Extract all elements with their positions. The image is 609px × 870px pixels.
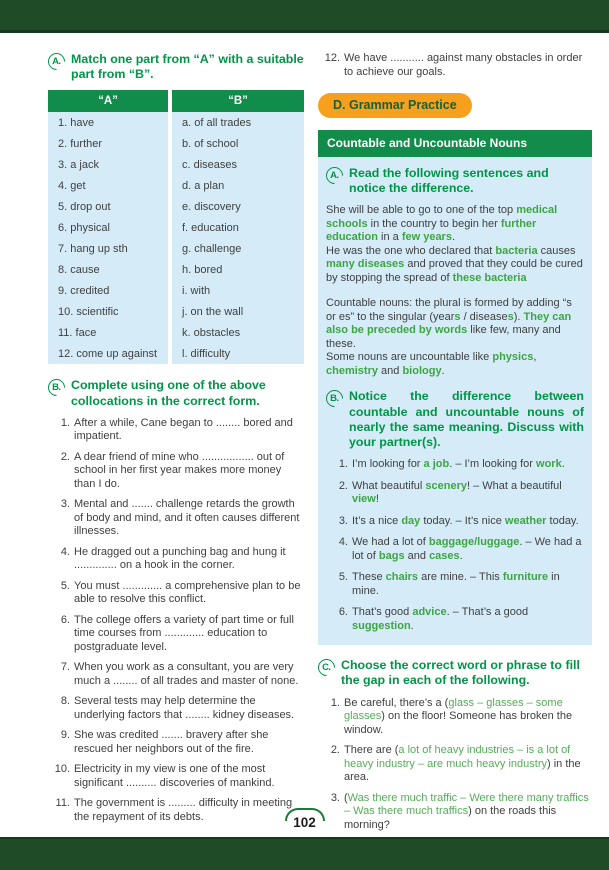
item-text: When you work as a consultant, you are very much a ........ of all trades and master of none. <box>74 661 299 687</box>
table-cell-a: 11. face <box>48 322 168 343</box>
item-number: 5. <box>338 571 348 584</box>
exercise-item <box>48 498 304 539</box>
section-letter-a-badge <box>44 49 68 73</box>
item-text: She was credited ....... bravery after she rescued her neighbors out of the fire. <box>74 729 269 755</box>
exercise-item <box>48 580 304 607</box>
exercise-item <box>48 661 304 688</box>
item-text: Several tests may help determine the underlying factors that ........ kidney diseases. <box>74 695 295 721</box>
table-header-a: “A” <box>48 90 168 112</box>
exercise-item <box>326 606 584 633</box>
item-text: The government is ......... difficulty in meeting the repayment of its debts. <box>74 797 293 823</box>
item-text: These chairs are mine. – This furniture in mine. <box>352 571 560 597</box>
item-number: 6. <box>338 606 348 619</box>
grammar-practice-badge-row <box>318 93 592 118</box>
table-cell-b: a. of all trades <box>172 112 304 133</box>
grammar-panel <box>318 157 592 645</box>
table-cell-b: k. obstacles <box>172 322 304 343</box>
right-column <box>318 52 592 839</box>
item-number: 6. <box>60 613 70 626</box>
item-number: 4. <box>338 536 348 549</box>
table-cell-a: 6. physical <box>48 217 168 238</box>
table-cell-b: i. with <box>172 280 304 301</box>
item-text: Mental and ....... challenge retards the growth of body and mind, and it often causes different illnesses. <box>74 498 300 538</box>
item-number: 2. <box>60 450 70 463</box>
section-letter-b-badge <box>44 376 68 400</box>
table-cell-b: d. a plan <box>172 175 304 196</box>
exercise-item <box>318 744 592 785</box>
section-b-title: Complete using one of the above collocations in the correct form. <box>71 378 266 408</box>
table-cell-b: j. on the wall <box>172 301 304 322</box>
grammar-letter-b: B. <box>330 393 339 405</box>
page-content <box>48 52 592 839</box>
table-cell-a: 10. scientific <box>48 301 168 322</box>
item-number: 3. <box>338 514 348 527</box>
table-cell-b: h. bored <box>172 259 304 280</box>
table-cell-a: 7. hang up sth <box>48 238 168 259</box>
exercise-item <box>48 451 304 492</box>
item-number: 9. <box>60 729 70 742</box>
section-letter-a: A. <box>52 56 61 67</box>
item-text: What beautiful scenery! – What a beautiful view! <box>352 479 562 506</box>
match-table <box>48 90 304 364</box>
grammar-section-b-heading <box>326 389 584 450</box>
grammar-paragraph: Some nouns are uncountable like physics, chemistry and biology. <box>326 351 537 377</box>
table-cell-b: e. discovery <box>172 196 304 217</box>
grammar-section-b-title: Notice the difference between countable and uncountable nouns of nearly the same meaning. Discuss with your partner(s). <box>349 389 584 450</box>
section-c-heading <box>318 658 592 688</box>
item-number: 8. <box>60 695 70 708</box>
table-cell-a: 9. credited <box>48 280 168 301</box>
section-c-title: Choose the correct word or phrase to fill the gap in each of the following. <box>341 658 580 688</box>
grammar-paragraph: She will be able to go to one of the top medical schools in the country to begin her further education in a few years. <box>326 204 558 244</box>
exercise-item <box>48 546 304 573</box>
table-cell-a: 3. a jack <box>48 154 168 175</box>
item-text: You must ............. a comprehensive plan to be able to resolve this conflict. <box>74 579 301 606</box>
item-number: 1. <box>338 458 348 471</box>
bottom-border-bar <box>0 837 609 870</box>
exercise-item-12 <box>318 52 592 79</box>
grammar-section-a-title: Read the following sentences and notice the difference. <box>349 166 549 196</box>
item-text: After a while, Cane began to ........ bored and impatient. <box>74 416 293 443</box>
top-border-bar <box>0 0 609 33</box>
table-cell-a: 8. cause <box>48 259 168 280</box>
grammar-letter-a: A. <box>330 170 339 181</box>
item-number: 11. <box>55 797 70 810</box>
section-letter-b: B. <box>52 382 61 394</box>
table-cell-a: 12. come up against <box>48 343 168 364</box>
table-cell-a: 5. drop out <box>48 196 168 217</box>
item-text: Be careful, there’s a (glass – glasses – some glasses) on the floor! Someone has broken the window. <box>344 696 573 736</box>
table-cell-a: 2. further <box>48 133 168 154</box>
exercise-item <box>48 417 304 444</box>
grammar-letter-b-badge <box>322 387 346 411</box>
section-letter-c-badge <box>314 656 338 680</box>
page-number-value: 102 <box>293 815 316 830</box>
exercise-item <box>48 763 304 790</box>
section-b-heading <box>48 378 304 408</box>
exercise-item <box>318 697 592 738</box>
item-number: 2. <box>330 744 340 757</box>
table-cell-a: 4. get <box>48 175 168 196</box>
exercise-item <box>326 480 584 507</box>
table-cell-b: c. diseases <box>172 154 304 175</box>
countable-nouns-heading: Countable and Uncountable Nouns <box>318 130 592 157</box>
item-number: 4. <box>60 545 70 558</box>
grammar-paragraph: He was the one who declared that bacteria causes many diseases and proved that they could be cured by stopping the spread of these bacteria <box>326 244 583 284</box>
item-text: I’m looking for a job. – I’m looking for work. <box>352 458 565 471</box>
grammar-letter-a-badge <box>322 163 346 187</box>
item-number: 3. <box>330 791 340 804</box>
exercise-item <box>48 695 304 722</box>
page-number <box>0 808 609 832</box>
item-number: 12. <box>324 52 340 64</box>
table-cell-a: 1. have <box>48 112 168 133</box>
item-text: We had a lot of baggage/luggage. – We had a lot of bags and cases. <box>352 536 582 562</box>
grammar-section-b-items <box>326 458 584 633</box>
table-header-b: “B” <box>172 90 304 112</box>
item-number: 1. <box>60 416 70 429</box>
item-text: We have ........... against many obstacles in order to achieve our goals. <box>344 52 583 78</box>
item-text: He dragged out a punching bag and hung it .............. on a hook in the corner. <box>74 545 286 572</box>
table-cell-b: f. education <box>172 217 304 238</box>
exercise-item <box>326 571 584 598</box>
item-text: A dear friend of mine who ................. out of school in her first year makes more money than I do. <box>74 450 285 490</box>
item-number: 1. <box>330 696 340 709</box>
section-b-items <box>48 417 304 825</box>
exercise-item <box>326 458 584 472</box>
table-cell-b: b. of school <box>172 133 304 154</box>
section-letter-c: C. <box>322 662 331 674</box>
left-column <box>48 52 304 839</box>
item-text: It’s a nice day today. – It’s nice weather today. <box>352 514 579 527</box>
table-cell-b: g. challenge <box>172 238 304 259</box>
item-text: There are (a lot of heavy industries – is a lot of heavy industry – are much heavy industry) in the area. <box>344 744 581 784</box>
item-text: The college offers a variety of part time or full time courses from ............. education to postgraduate level. <box>74 613 294 653</box>
exercise-item <box>48 614 304 655</box>
item-number: 7. <box>60 661 70 674</box>
item-number: 2. <box>338 479 348 492</box>
exercise-item <box>326 515 584 529</box>
section-a-heading <box>48 52 304 82</box>
table-cell-b: l. difficulty <box>172 343 304 364</box>
item-text: (Was there much traffic – Were there many traffics – Was there much traffics) on the roads this morning? <box>344 791 589 831</box>
item-text: Electricity in my view is one of the most significant .......... discoveries of mankind. <box>74 763 275 789</box>
item-number: 3. <box>60 498 70 511</box>
item-text: That’s good advice. – That’s a good suggestion. <box>352 606 529 632</box>
section-a-title: Match one part from “A” with a suitable part from “B”. <box>71 52 304 82</box>
grammar-practice-badge: D. Grammar Practice <box>318 93 472 118</box>
grammar-paragraph: Countable nouns: the plural is formed by adding “s or es” to the singular (years / diseases). They can also be preceded by words like few, many and these. <box>326 297 572 350</box>
item-number: 10. <box>54 763 70 776</box>
grammar-section-a-heading <box>326 166 584 196</box>
exercise-item <box>326 536 584 563</box>
exercise-item <box>48 729 304 756</box>
item-number: 5. <box>60 579 70 592</box>
